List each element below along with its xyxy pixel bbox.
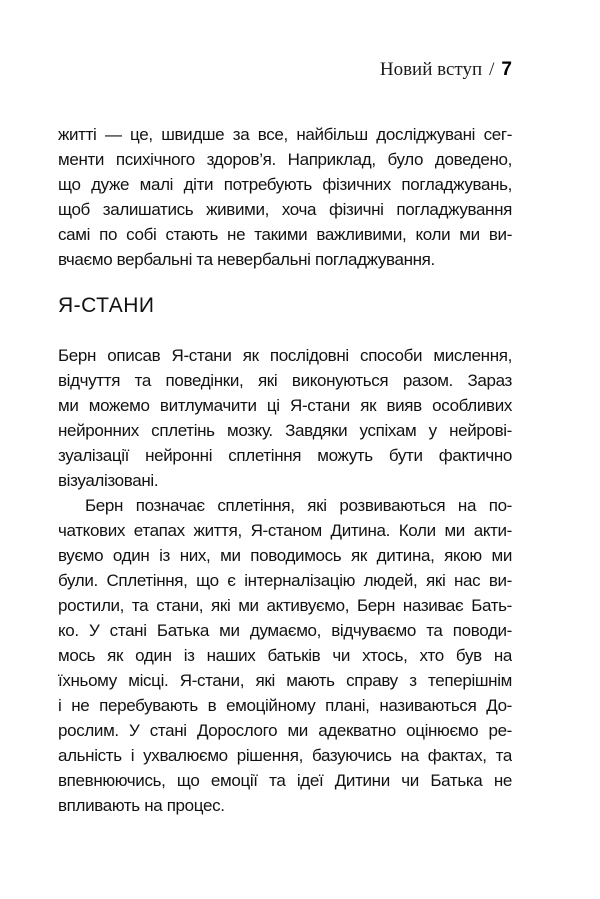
text-line: вчаємо вербальні та невербальні погладжування. [58, 250, 435, 269]
text-line: їхньому місці. Я-стани, які мають справу з теперішнім [58, 671, 512, 690]
text-line: впливають на процес. [58, 796, 225, 815]
text-line: чаткових етапах життя, Я-станом Дитина. Коли ми акти- [58, 521, 512, 540]
text-line: альність і ухвалюємо рішення, базуючись на фактах, та [58, 746, 512, 765]
text-line: Берн позначає сплетіння, які розвиваються на по- [85, 496, 512, 515]
text-line: щоб залишатись живими, хоча фізичні погладжування [58, 200, 512, 219]
header-separator: / [489, 59, 495, 80]
text-line: відчуття та поведінки, які виконуються разом. Зараз [58, 371, 512, 390]
text-line: ростили, та стани, які ми активуємо, Берн називає Бать- [58, 596, 512, 615]
text-line: Берн описав Я-стани як послідовні способи мислення, [58, 346, 512, 365]
text-line: менти психічного здоров’я. Наприклад, було доведено, [58, 150, 512, 169]
paragraph-berne-child-parent-adult [58, 493, 512, 818]
text-line: що дуже малі діти потребують фізичних погладжувань, [58, 175, 512, 194]
text-line: вуємо один із них, ми поводимось як дитина, якою ми [58, 546, 512, 565]
text-line: житті — це, швидше за все, найбільш досліджувані сег- [58, 125, 512, 144]
text-line: мось як один із наших батьків чи хтось, хто був на [58, 646, 512, 665]
text-line: зуалізації нейронні сплетіння можуть бути фактично [58, 446, 512, 465]
text-line: впевнюючись, що емоції та ідеї Дитини чи Батька не [58, 771, 512, 790]
chapter-title: Новий вступ [379, 59, 483, 80]
text-column [58, 122, 512, 818]
text-line: візуалізовані. [58, 471, 159, 490]
text-line: ко. У стані Батька ми думаємо, відчуваємо та поводи- [58, 621, 512, 640]
paragraph-strokes-continuation [58, 122, 512, 272]
text-line: були. Сплетіння, що є інтерналізацію людей, які нас ви- [58, 571, 512, 590]
page-number: 7 [501, 59, 512, 80]
text-line: рослим. У стані Дорослого ми адекватно оцінюємо ре- [58, 721, 512, 740]
section-heading-ego-states: Я-СТАНИ [58, 294, 155, 317]
text-line: і не перебувають в емоційному плані, називаються До- [58, 696, 512, 715]
running-header [58, 58, 512, 82]
text-line: самі по собі стають не такими важливими, коли ми ви- [58, 225, 512, 244]
text-line: ми можемо витлумачити ці Я-стани як вияв особливих [58, 396, 512, 415]
text-line: нейронних сплетінь мозку. Завдяки успіхам у нейрові- [58, 421, 512, 440]
paragraph-ego-states-definition [58, 343, 512, 493]
